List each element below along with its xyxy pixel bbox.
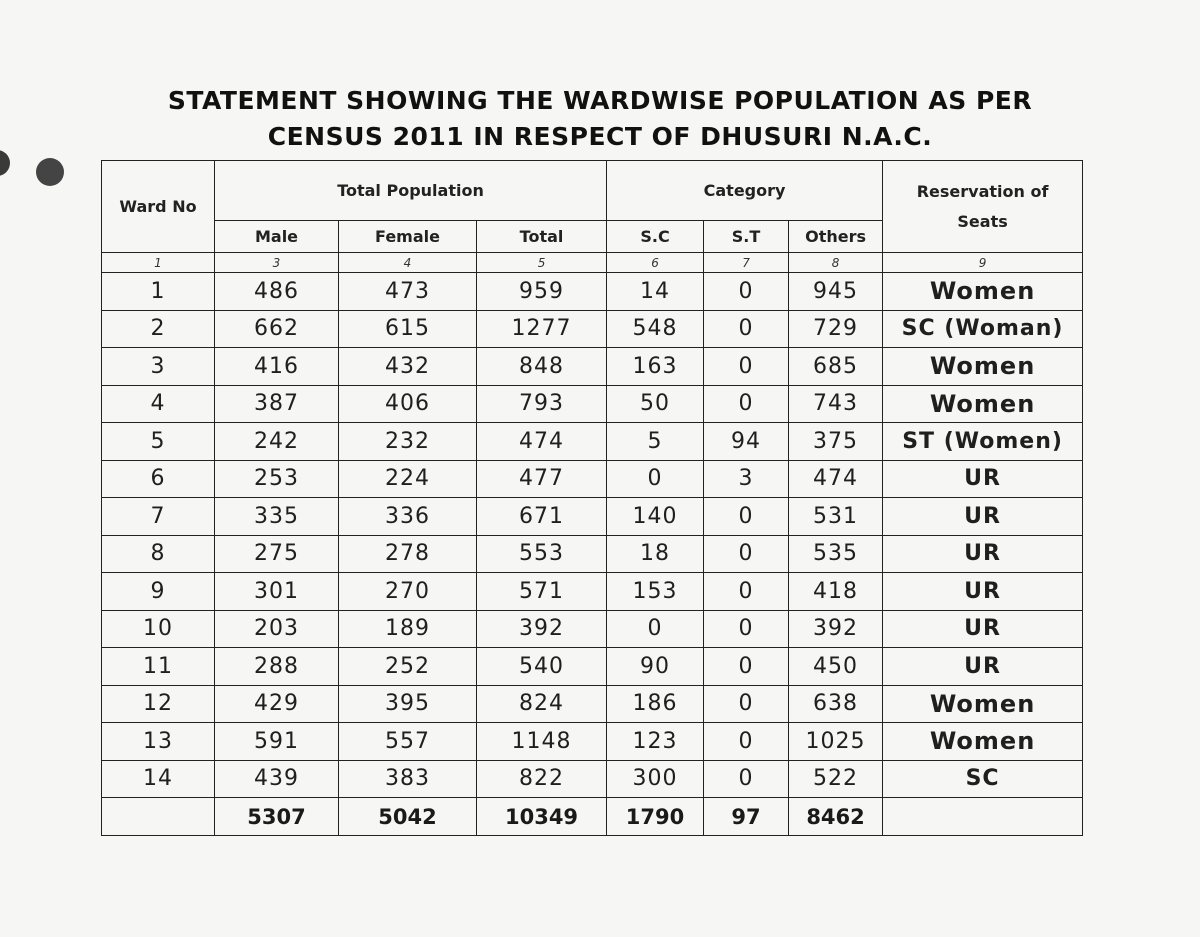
total-others-cell: 8462: [789, 798, 883, 836]
ward-no-cell: 12: [102, 685, 215, 723]
others-cell: 531: [789, 498, 883, 536]
others-cell: 418: [789, 573, 883, 611]
reservation-cell: Women: [883, 685, 1083, 723]
sc-cell: 548: [607, 310, 704, 348]
total-cell: 1148: [477, 723, 607, 761]
female-cell: 232: [339, 423, 477, 461]
sc-cell: 163: [607, 348, 704, 386]
female-cell: 615: [339, 310, 477, 348]
female-cell: 270: [339, 573, 477, 611]
total-cell: 959: [477, 273, 607, 311]
total-total-cell: 10349: [477, 798, 607, 836]
header-female: Female: [339, 221, 477, 253]
sc-cell: 153: [607, 573, 704, 611]
total-cell: 822: [477, 760, 607, 798]
table-row: [102, 535, 1083, 573]
reservation-cell: UR: [883, 610, 1083, 648]
header-others: Others: [789, 221, 883, 253]
sc-cell: 18: [607, 535, 704, 573]
total-cell: 571: [477, 573, 607, 611]
table-row: [102, 498, 1083, 536]
reservation-cell: Women: [883, 385, 1083, 423]
male-cell: 335: [215, 498, 339, 536]
sc-cell: 90: [607, 648, 704, 686]
column-number-row: [102, 253, 1083, 273]
male-cell: 288: [215, 648, 339, 686]
sc-cell: 5: [607, 423, 704, 461]
male-cell: 387: [215, 385, 339, 423]
reservation-cell: Women: [883, 273, 1083, 311]
table-row: [102, 348, 1083, 386]
st-cell: 0: [704, 273, 789, 311]
population-table: [101, 160, 1083, 836]
st-cell: 0: [704, 310, 789, 348]
ward-no-cell: 3: [102, 348, 215, 386]
female-cell: 395: [339, 685, 477, 723]
table-row: [102, 648, 1083, 686]
ward-no-cell: 11: [102, 648, 215, 686]
reservation-cell: UR: [883, 648, 1083, 686]
female-cell: 252: [339, 648, 477, 686]
male-cell: 416: [215, 348, 339, 386]
totals-reservation-cell: [883, 798, 1083, 836]
others-cell: 729: [789, 310, 883, 348]
male-cell: 662: [215, 310, 339, 348]
reservation-cell: ST (Women): [883, 423, 1083, 461]
column-number: 8: [789, 253, 883, 273]
totals-ward-cell: [102, 798, 215, 836]
table-row: [102, 573, 1083, 611]
total-st-cell: 97: [704, 798, 789, 836]
others-cell: 450: [789, 648, 883, 686]
table-row: [102, 760, 1083, 798]
reservation-cell: SC: [883, 760, 1083, 798]
others-cell: 474: [789, 460, 883, 498]
header-st: S.T: [704, 221, 789, 253]
total-sc-cell: 1790: [607, 798, 704, 836]
st-cell: 0: [704, 610, 789, 648]
reservation-cell: SC (Woman): [883, 310, 1083, 348]
document-title-line-1: STATEMENT SHOWING THE WARDWISE POPULATION AS PER: [167, 86, 1033, 115]
header-row: [102, 161, 1083, 221]
st-cell: 0: [704, 385, 789, 423]
st-cell: 0: [704, 723, 789, 761]
table-row: [102, 423, 1083, 461]
reservation-cell: UR: [883, 460, 1083, 498]
reservation-cell: UR: [883, 498, 1083, 536]
sc-cell: 14: [607, 273, 704, 311]
sc-cell: 50: [607, 385, 704, 423]
others-cell: 743: [789, 385, 883, 423]
total-cell: 1277: [477, 310, 607, 348]
others-cell: 1025: [789, 723, 883, 761]
female-cell: 473: [339, 273, 477, 311]
female-cell: 557: [339, 723, 477, 761]
column-number: 1: [102, 253, 215, 273]
male-cell: 486: [215, 273, 339, 311]
header-ward-no: Ward No: [102, 161, 215, 253]
ward-no-cell: 6: [102, 460, 215, 498]
ward-no-cell: 7: [102, 498, 215, 536]
male-cell: 275: [215, 535, 339, 573]
total-cell: 392: [477, 610, 607, 648]
table-row: [102, 610, 1083, 648]
male-cell: 253: [215, 460, 339, 498]
total-cell: 474: [477, 423, 607, 461]
table-row: [102, 685, 1083, 723]
header-total-population: Total Population: [215, 161, 607, 221]
ward-no-cell: 4: [102, 385, 215, 423]
sc-cell: 123: [607, 723, 704, 761]
document-title-line-2: CENSUS 2011 IN RESPECT OF DHUSURI N.A.C.: [267, 122, 933, 151]
punch-hole: [0, 150, 10, 176]
sc-cell: 0: [607, 460, 704, 498]
male-cell: 429: [215, 685, 339, 723]
female-cell: 189: [339, 610, 477, 648]
female-cell: 278: [339, 535, 477, 573]
female-cell: 224: [339, 460, 477, 498]
total-cell: 793: [477, 385, 607, 423]
reservation-cell: Women: [883, 723, 1083, 761]
others-cell: 522: [789, 760, 883, 798]
punch-hole: [36, 158, 64, 186]
total-cell: 553: [477, 535, 607, 573]
reservation-cell: UR: [883, 535, 1083, 573]
column-number: 7: [704, 253, 789, 273]
header-male: Male: [215, 221, 339, 253]
others-cell: 945: [789, 273, 883, 311]
st-cell: 0: [704, 348, 789, 386]
sc-cell: 186: [607, 685, 704, 723]
sc-cell: 0: [607, 610, 704, 648]
table-row: [102, 723, 1083, 761]
female-cell: 336: [339, 498, 477, 536]
header-sc: S.C: [607, 221, 704, 253]
ward-no-cell: 10: [102, 610, 215, 648]
others-cell: 392: [789, 610, 883, 648]
ward-no-cell: 13: [102, 723, 215, 761]
header-reservation: Reservation of Seats: [883, 161, 1083, 253]
st-cell: 0: [704, 760, 789, 798]
st-cell: 0: [704, 535, 789, 573]
header-category: Category: [607, 161, 883, 221]
st-cell: 0: [704, 685, 789, 723]
others-cell: 375: [789, 423, 883, 461]
sc-cell: 300: [607, 760, 704, 798]
total-cell: 824: [477, 685, 607, 723]
ward-no-cell: 14: [102, 760, 215, 798]
column-number: 3: [215, 253, 339, 273]
header-total: Total: [477, 221, 607, 253]
column-number: 9: [883, 253, 1083, 273]
table-row: [102, 310, 1083, 348]
table-row: [102, 460, 1083, 498]
total-cell: 848: [477, 348, 607, 386]
female-cell: 406: [339, 385, 477, 423]
male-cell: 301: [215, 573, 339, 611]
total-male-cell: 5307: [215, 798, 339, 836]
reservation-cell: UR: [883, 573, 1083, 611]
total-cell: 477: [477, 460, 607, 498]
ward-no-cell: 5: [102, 423, 215, 461]
male-cell: 591: [215, 723, 339, 761]
column-number: 4: [339, 253, 477, 273]
total-cell: 671: [477, 498, 607, 536]
ward-no-cell: 9: [102, 573, 215, 611]
st-cell: 3: [704, 460, 789, 498]
column-number: 6: [607, 253, 704, 273]
female-cell: 432: [339, 348, 477, 386]
total-female-cell: 5042: [339, 798, 477, 836]
male-cell: 242: [215, 423, 339, 461]
ward-no-cell: 2: [102, 310, 215, 348]
others-cell: 685: [789, 348, 883, 386]
female-cell: 383: [339, 760, 477, 798]
ward-no-cell: 1: [102, 273, 215, 311]
others-cell: 638: [789, 685, 883, 723]
total-cell: 540: [477, 648, 607, 686]
reservation-cell: Women: [883, 348, 1083, 386]
male-cell: 203: [215, 610, 339, 648]
table-row: [102, 273, 1083, 311]
st-cell: 0: [704, 573, 789, 611]
male-cell: 439: [215, 760, 339, 798]
st-cell: 94: [704, 423, 789, 461]
column-number: 5: [477, 253, 607, 273]
ward-no-cell: 8: [102, 535, 215, 573]
st-cell: 0: [704, 498, 789, 536]
totals-row: [102, 798, 1083, 836]
sc-cell: 140: [607, 498, 704, 536]
others-cell: 535: [789, 535, 883, 573]
table-row: [102, 385, 1083, 423]
st-cell: 0: [704, 648, 789, 686]
